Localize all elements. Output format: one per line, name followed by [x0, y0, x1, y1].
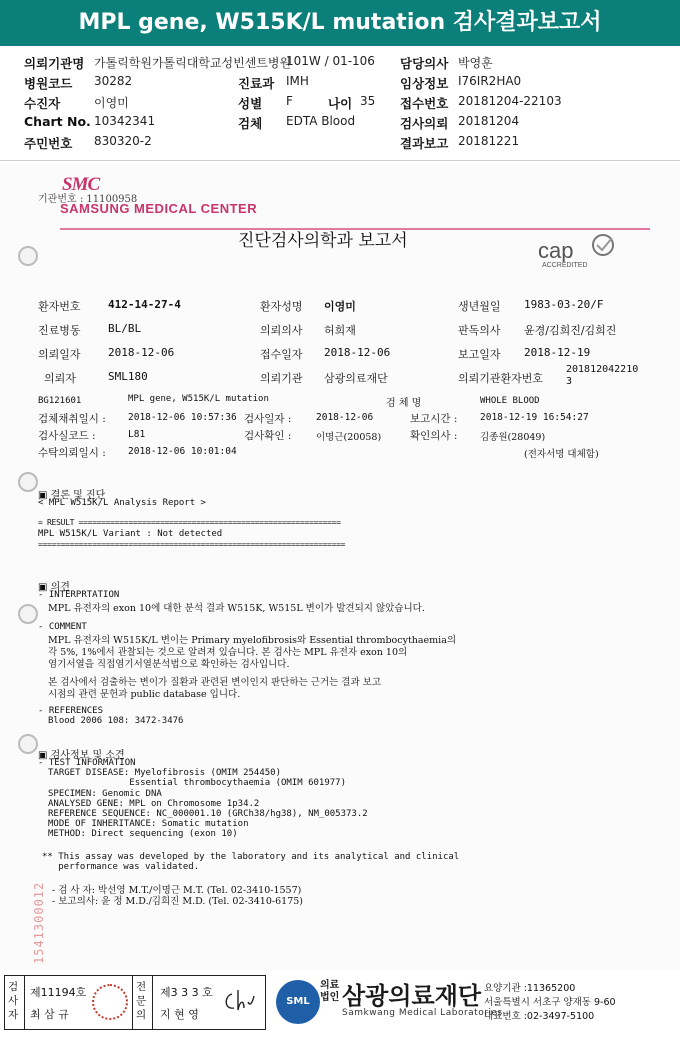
dept-value: IMH — [286, 74, 309, 88]
patient-info — [0, 52, 680, 152]
patient-row-1 — [0, 54, 680, 72]
table-value: 2018-12-19 — [524, 346, 591, 359]
request-label: 검사의뢰 — [400, 116, 449, 131]
test-info-line: ANALYSED GENE: MPL on Chromosome 1p34.2 — [48, 799, 260, 809]
references-heading: - REFERENCES — [38, 706, 104, 716]
table-value: 3 — [566, 376, 573, 387]
scanned-report — [0, 164, 680, 970]
analysis-report-title: < MPL W515K/L Analysis Report > — [38, 498, 206, 508]
attending-value: 박영훈 — [458, 56, 493, 70]
interpretation-heading: - INTERPRTATION — [38, 590, 120, 600]
chart-label: Chart No. — [24, 114, 91, 129]
doctor-name: 지 현 영 — [160, 1008, 199, 1021]
comment-line: 시점의 관련 문헌과 public database 입니다. — [48, 689, 241, 700]
report-time-label: 보고시간 : — [410, 413, 458, 425]
specimen-name-value: WHOLE BLOOD — [480, 396, 540, 406]
confirm-doctor-label: 확인의사 : — [410, 430, 458, 442]
sml-logo — [276, 980, 320, 1024]
test-info-line: METHOD: Direct sequencing (exon 10) — [48, 829, 238, 839]
dept-label: 진료과 — [238, 76, 275, 91]
table-value: 삼광의료재단 — [324, 372, 388, 385]
test-name: MPL gene, W515K/L mutation — [128, 394, 269, 404]
test-code: BG121601 — [38, 396, 82, 406]
table-label: 접수일자 — [260, 348, 303, 361]
patient-row-4 — [0, 114, 680, 132]
divider — [132, 975, 133, 1030]
report-header — [0, 0, 680, 46]
clinical-label: 임상정보 — [400, 76, 449, 91]
institution-value: 가톨릭학원가톨릭대학교성빈센트병원 — [94, 56, 292, 70]
table-label: 진료병동 — [38, 324, 81, 337]
foundation-type: 의료법인 — [320, 980, 340, 1003]
doctor-signature: - 보고의사: 윤 정 M.D./김희진 M.D. (Tel. 02-3410-6175) — [52, 896, 303, 907]
result-separator: ==================================================================== — [38, 540, 346, 549]
rrn-label: 주민번호 — [24, 136, 73, 151]
examiner-name: 최 삼 규 — [30, 1008, 69, 1021]
interpretation-text: MPL 유전자의 exon 10에 대한 분석 결과 W515K, W515L 변이가 발견되지 않았습니다. — [48, 603, 425, 614]
specimen-name-label: 검 체 명 — [386, 398, 422, 409]
patient-row-3 — [0, 94, 680, 112]
table-value: 2018-12-06 — [324, 346, 391, 359]
doctor-label: 전문의 — [136, 981, 147, 1021]
clinical-value: I76IR2HA0 — [458, 74, 522, 88]
age-value: 35 — [360, 94, 376, 108]
section-result: ▣ 결론 및 진단 — [38, 490, 106, 501]
specimen-label: 검체 — [238, 116, 263, 131]
variant-result: MPL W515K/L Variant : Not detected — [38, 529, 223, 539]
table-value: 1983-03-20/F — [524, 298, 604, 311]
divider — [152, 975, 153, 1030]
specimen-value: EDTA Blood — [286, 114, 356, 128]
phone: 대표번호 :02-3497-5100 — [484, 1011, 595, 1022]
table-label: 의뢰의사 — [260, 324, 303, 337]
table-value: BL/BL — [108, 322, 142, 335]
address: 서울특별시 서초구 양재동 9-60 — [484, 997, 616, 1008]
table-label: 판독의사 — [458, 324, 501, 337]
report-time-value: 2018-12-19 16:54:27 — [480, 412, 589, 423]
institution-label: 의뢰기관명 — [24, 56, 85, 71]
receive-value: 2018-12-06 10:01:04 — [128, 446, 237, 457]
report-value: 20181221 — [458, 134, 520, 148]
attending-label: 담당의사 — [400, 56, 449, 71]
age-label: 나이 — [328, 96, 353, 111]
assay-note: performance was validated. — [42, 862, 200, 872]
e-sign-note: (전자서명 대체함) — [524, 449, 599, 460]
comment-line: 본 검사에서 검출하는 변이가 질환과 관련된 변이인지 판단하는 근거는 결과 보고 — [48, 677, 382, 688]
cap-logo: cap — [538, 238, 574, 263]
reference-text: Blood 2006 108: 3472-3476 — [48, 716, 184, 726]
test-date-label: 검사일자 : — [244, 413, 292, 425]
foundation-name: 삼광의료재단 — [342, 982, 482, 1010]
table-label: 환자번호 — [38, 300, 81, 313]
punch-hole — [18, 604, 38, 624]
comment-line: 염기서열을 직접염기서열분석법으로 확인하는 검사입니다. — [48, 659, 290, 670]
institution-code: 요양기관 :11365200 — [484, 983, 576, 994]
table-value: SML180 — [108, 370, 148, 383]
ward-value: 101W / 01-106 — [286, 54, 375, 68]
lab-code-value: L81 — [128, 429, 146, 440]
table-value: 윤경/김희진/김희진 — [524, 324, 617, 337]
collect-value: 2018-12-06 10:57:36 — [128, 412, 237, 423]
collect-label: 검체채취일시 : — [38, 413, 106, 425]
handwritten-signature-icon — [222, 986, 258, 1016]
examiner-signature: - 검 사 자: 박선영 M.T./이명근 M.T. (Tel. 02-3410-1557) — [52, 885, 302, 896]
test-date-value: 2018-12-06 — [316, 412, 374, 423]
lab-code-label: 검사실코드 : — [38, 430, 96, 442]
receive-label: 수탁의뢰일시 : — [38, 447, 106, 459]
comment-line: 각 5%, 1%에서 관찰되는 것으로 알려져 있습니다. 본 검사는 MPL 유전자 exon 10의 — [48, 647, 408, 658]
cap-accredited: ACCREDITED — [542, 262, 588, 269]
test-info-line: REFERENCE SEQUENCE: NC_000001.10 (GRCh38/hg38), NM_005373.2 — [48, 809, 368, 819]
hospital-code-label: 병원코드 — [24, 76, 73, 91]
comment-heading: - COMMENT — [38, 622, 87, 632]
receipt-label: 접수번호 — [400, 96, 449, 111]
institution-number: 기관번호 : 11100958 — [38, 194, 138, 205]
table-label: 환자성명 — [260, 300, 303, 313]
receipt-value: 20181204-22103 — [458, 94, 562, 108]
punch-hole — [18, 734, 38, 754]
table-label: 보고일자 — [458, 348, 501, 361]
confirm-doctor-value: 김종원(28049) — [480, 432, 546, 443]
section-opinion: ▣ 의견 — [38, 582, 70, 593]
smc-logo: SMC — [62, 174, 100, 195]
test-info-line: MODE OF INHERITANCE: Somatic mutation — [48, 819, 249, 829]
table-label: 생년월일 — [458, 300, 501, 313]
patient-row-5 — [0, 134, 680, 152]
examiner-label: 검사자 — [8, 981, 19, 1021]
sex-label: 성별 — [238, 96, 263, 111]
table-label: 의뢰자 — [44, 372, 76, 385]
report-title-kr: 진단검사의학과 보고서 — [238, 231, 408, 251]
patient-value: 이영미 — [94, 96, 129, 110]
divider — [24, 975, 25, 1030]
punch-hole — [18, 472, 38, 492]
table-value: 허희재 — [324, 324, 356, 337]
chart-value: 10342341 — [94, 114, 156, 128]
table-label: 의뢰기관 — [260, 372, 303, 385]
sex-value: F — [286, 94, 293, 108]
side-stamp: 1541300012 — [32, 881, 46, 964]
report-label: 결과보고 — [400, 136, 449, 151]
punch-hole — [18, 246, 38, 266]
doctor-license: 제3 3 3 호 — [160, 986, 213, 999]
table-value: 2018-12-06 — [108, 346, 175, 359]
confirm-label: 검사확인 : — [244, 430, 292, 442]
request-value: 20181204 — [458, 114, 520, 128]
report-title: MPL gene, W515K/L mutation 검사결과보고서 — [78, 10, 602, 35]
table-value: 201812042210 — [566, 364, 639, 375]
red-seal-icon — [92, 984, 128, 1020]
hospital-code-value: 30282 — [94, 74, 133, 88]
sml-logo-text: SML — [286, 996, 310, 1007]
table-label: 의뢰기관환자번호 — [458, 372, 544, 385]
cap-check-icon — [588, 232, 618, 258]
table-value: 이영미 — [324, 300, 356, 313]
divider — [0, 160, 680, 161]
section-test-info: ▣ 검사정보 및 소견 — [38, 750, 125, 761]
patient-row-2 — [0, 74, 680, 92]
hospital-name: SAMSUNG MEDICAL CENTER — [60, 201, 258, 216]
table-label: 의뢰일자 — [38, 348, 81, 361]
comment-line: MPL 유전자의 W515K/L 변이는 Primary myelofibrosis와 Essential thrombocythaemia의 — [48, 635, 457, 646]
table-value: 412-14-27-4 — [108, 298, 181, 311]
rrn-value: 830320-2 — [94, 134, 152, 148]
test-info-heading: - TEST INFORMATION — [38, 758, 136, 768]
confirm-value: 이명근(20058) — [316, 432, 382, 443]
assay-note: ** This assay was developed by the laboratory and its analytical and clinical — [42, 852, 460, 862]
examiner-license: 제11194호 — [30, 986, 87, 999]
result-separator: = RESULT ========================================================== — [38, 518, 341, 527]
test-info-line: TARGET DISEASE: Myelofibrosis (OMIM 254450) — [48, 768, 281, 778]
test-info-line: Essential thrombocythaemia (OMIM 601977) — [48, 778, 347, 788]
test-info-line: SPECIMEN: Genomic DNA — [48, 789, 162, 799]
foundation-english-name: Samkwang Medical Laboratories — [342, 1008, 503, 1018]
patient-label: 수진자 — [24, 96, 61, 111]
